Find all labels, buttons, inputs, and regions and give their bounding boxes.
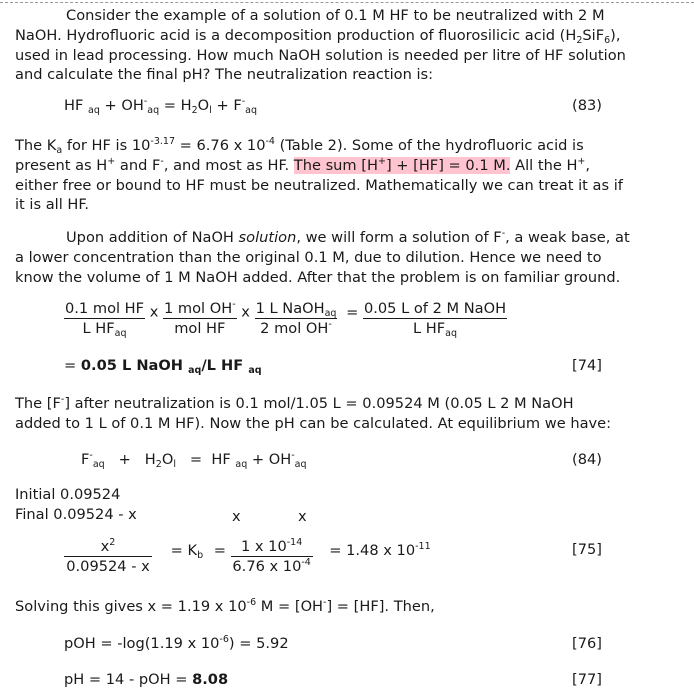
equation-75: $\frac{x^2}{0.09524 - x}$ = $K_b$ = $\frac{1 x 10^{-14}}{6.76 x 10^{-4}}$ = 1.48 x $10^{-11}$: [64, 538, 431, 575]
equation-74-number: [74]: [572, 357, 602, 374]
equation-75-number: [75]: [572, 541, 602, 558]
fraction-x2: $\frac{x^2}{0.09524 - x}$: [64, 538, 152, 575]
equation-83-number: (83): [572, 97, 602, 114]
ice-final-x1: x: [232, 508, 241, 525]
equation-76-number: [76]: [572, 635, 602, 652]
highlighted-text: The sum [H+] + [HF] = 0.1 M.: [293, 155, 511, 174]
solving-line: Solving this gives x = 1.19 x $10^{-6}$ M = [OH-] = [HF]. Then,: [15, 597, 435, 615]
equation-83: HF $_{aq} + OH^-_{aq} = H_2O_l + F^-_{aq}$: [64, 96, 258, 116]
fraction-4: $\frac{\text{0.05 L of 2 M NaOH}}{L HF_{aq}}$: [363, 300, 507, 339]
fraction-2: $\frac{1 mol OH^-}{\text{mol HF}}$: [163, 299, 236, 337]
equation-74: = 0.05 L NaOH $_{aq}$/L HF $_{aq}$: [64, 357, 262, 376]
fraction-kb: $\frac{1 x 10^{-14}}{6.76 x 10^{-4}}$: [232, 537, 311, 575]
equation-84: $F^-_{aq}$ + $H_2O_l$ = HF $_{aq} + OH^-_{aq}$: [81, 450, 307, 470]
ice-initial-row: Initial 0.09524: [15, 486, 121, 503]
fluoride-paragraph: The [F-] after neutralization is 0.1 mol/1.05 L = 0.09524 M (0.05 L 2 M NaOH added to 1 L of 0.1 M HF). Now the pH can be calculated. At equilibrium we have:: [15, 394, 612, 432]
ka-paragraph: The $K_a$ for HF is $10^{-3.17} = 6.76$ x $10^{-4}$ (Table 2). Some of the hydrofluoric acid is present as H+ and F-, and most as HF. The sum [H+] + [HF] = 0.1 M. All the H+, either free or bound to HF must be neutralized. Mathematically we can treat it as if it is all HF.: [15, 136, 623, 214]
top-divider: [0, 2, 694, 3]
equation-77-number: [77]: [572, 671, 602, 688]
ice-final-row: Final 0.09524 - x: [15, 506, 137, 523]
naoh-paragraph: Upon addition of NaOH solution, we will form a solution of F-, a weak base, at a lower concentration than the original 0.1 M, due to dilution. Hence we need to know the volume of 1 M NaOH added. After that the problem is on familiar ground.: [15, 228, 630, 286]
equation-84-number: (84): [572, 451, 602, 468]
fraction-3: $\frac{1 L NaOH_{aq}}{2 mol OH^-}$: [255, 300, 337, 337]
ice-final-x2: x: [298, 508, 307, 525]
conversion-equation: $\frac{\text{0.1 mol HF}}{L HF_{aq}}$ x $\frac{1 mol OH^-}{\text{mol HF}}$ x $\frac{1 L NaOH_{aq}}{2 mol OH^-}$ = $\frac{\text{0.05 L of 2 M NaOH}}{L HF_{aq}}$: [65, 299, 507, 339]
equation-76: pOH = -log(1.19 x $10^{-6}) = 5.92$: [64, 634, 289, 652]
fraction-1: $\frac{\text{0.1 mol HF}}{L HF_{aq}}$: [65, 300, 145, 339]
equation-77: pH = 14 - pOH = 8.08: [64, 671, 229, 688]
intro-paragraph: Consider the example of a solution of 0.1 M HF to be neutralized with 2 M NaOH. Hydrofluoric acid is a decomposition production of fluorosilicic acid $(H_2SiF_6)$, used in lead processing. How much NaOH solution is needed per litre of HF solution and calculate the final pH? The neutralization reaction is:: [15, 7, 626, 84]
